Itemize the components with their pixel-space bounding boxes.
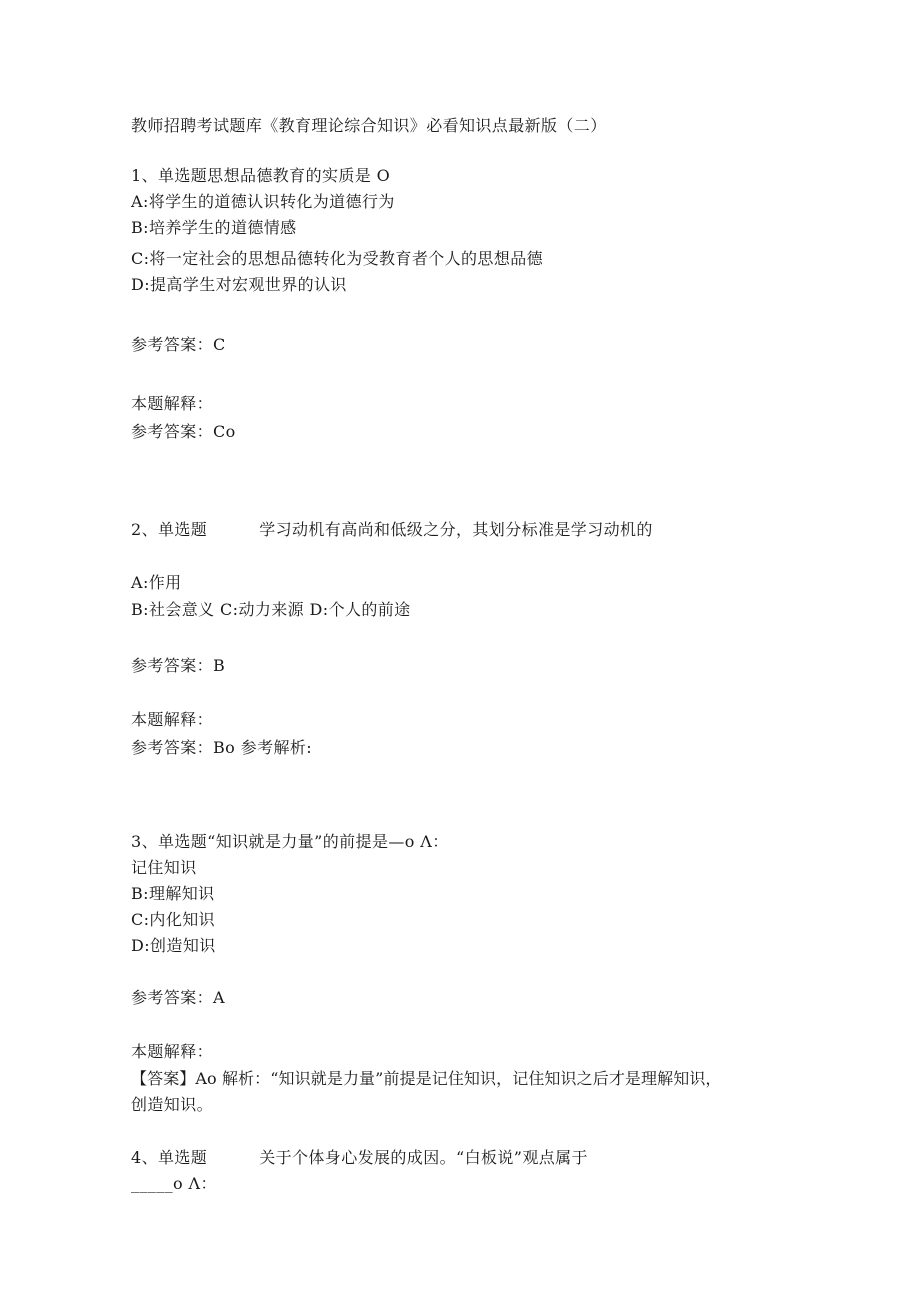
question-3-option-d: D:创造知识 — [131, 936, 216, 955]
question-1-option-c: C:将一定社会的思想品德转化为受教育者个人的思想品德 — [131, 249, 544, 268]
question-2-option-b: B:社会意义 C:动力来源 D:个人的前途 — [131, 600, 411, 619]
question-3-answer: 参考答案：A — [131, 988, 225, 1007]
question-3-option-c: C:内化知识 — [131, 910, 216, 929]
question-1-explanation-label: 本题解释： — [131, 394, 214, 413]
question-3-option-a: 记住知识 — [131, 858, 197, 877]
question-4-stem-text: 关于个体身心发展的成因。“白板说”观点属于 — [259, 1148, 588, 1167]
question-4-stem-line-2: _____o Λ： — [131, 1174, 217, 1193]
question-3-stem: 3、单选题“知识就是力量”的前提是—o Λ： — [131, 832, 449, 851]
question-2-explanation: 参考答案：Bo 参考解析: — [131, 738, 313, 757]
question-1-option-d: D:提高学生对宏观世界的认识 — [131, 275, 347, 294]
question-4-stem-prefix: 4、单选题 — [131, 1148, 208, 1167]
question-1-option-b: B:培养学生的道德情感 — [131, 218, 297, 237]
question-2-answer: 参考答案：B — [131, 656, 226, 675]
question-1-stem: 1、单选题思想品德教育的实质是 O — [131, 166, 391, 185]
question-2-explanation-label: 本题解释： — [131, 710, 214, 729]
question-4-stem — [131, 1147, 588, 1169]
question-2-stem-text: 学习动机有高尚和低级之分，其划分标准是学习动机的 — [259, 520, 653, 539]
document-title: 教师招聘考试题库《教育理论综合知识》必看知识点最新版（二） — [131, 116, 607, 135]
question-1-option-a: A:将学生的道德认识转化为道德行为 — [131, 192, 395, 211]
question-2-stem — [131, 519, 653, 541]
question-3-option-b: B:理解知识 — [131, 884, 215, 903]
question-3-explanation-label: 本题解释： — [131, 1042, 214, 1061]
question-3-explanation-line-2: 创造知识。 — [131, 1095, 214, 1114]
question-3-explanation-line-1: 【答案】Ao 解析：“知识就是力量”前提是记住知识，记住知识之后才是理解知识， — [131, 1069, 722, 1088]
question-2-option-a: A:作用 — [131, 573, 182, 592]
question-1-answer: 参考答案：C — [131, 335, 226, 354]
question-2-stem-prefix: 2、单选题 — [131, 520, 208, 539]
question-1-explanation: 参考答案：Co — [131, 422, 236, 441]
